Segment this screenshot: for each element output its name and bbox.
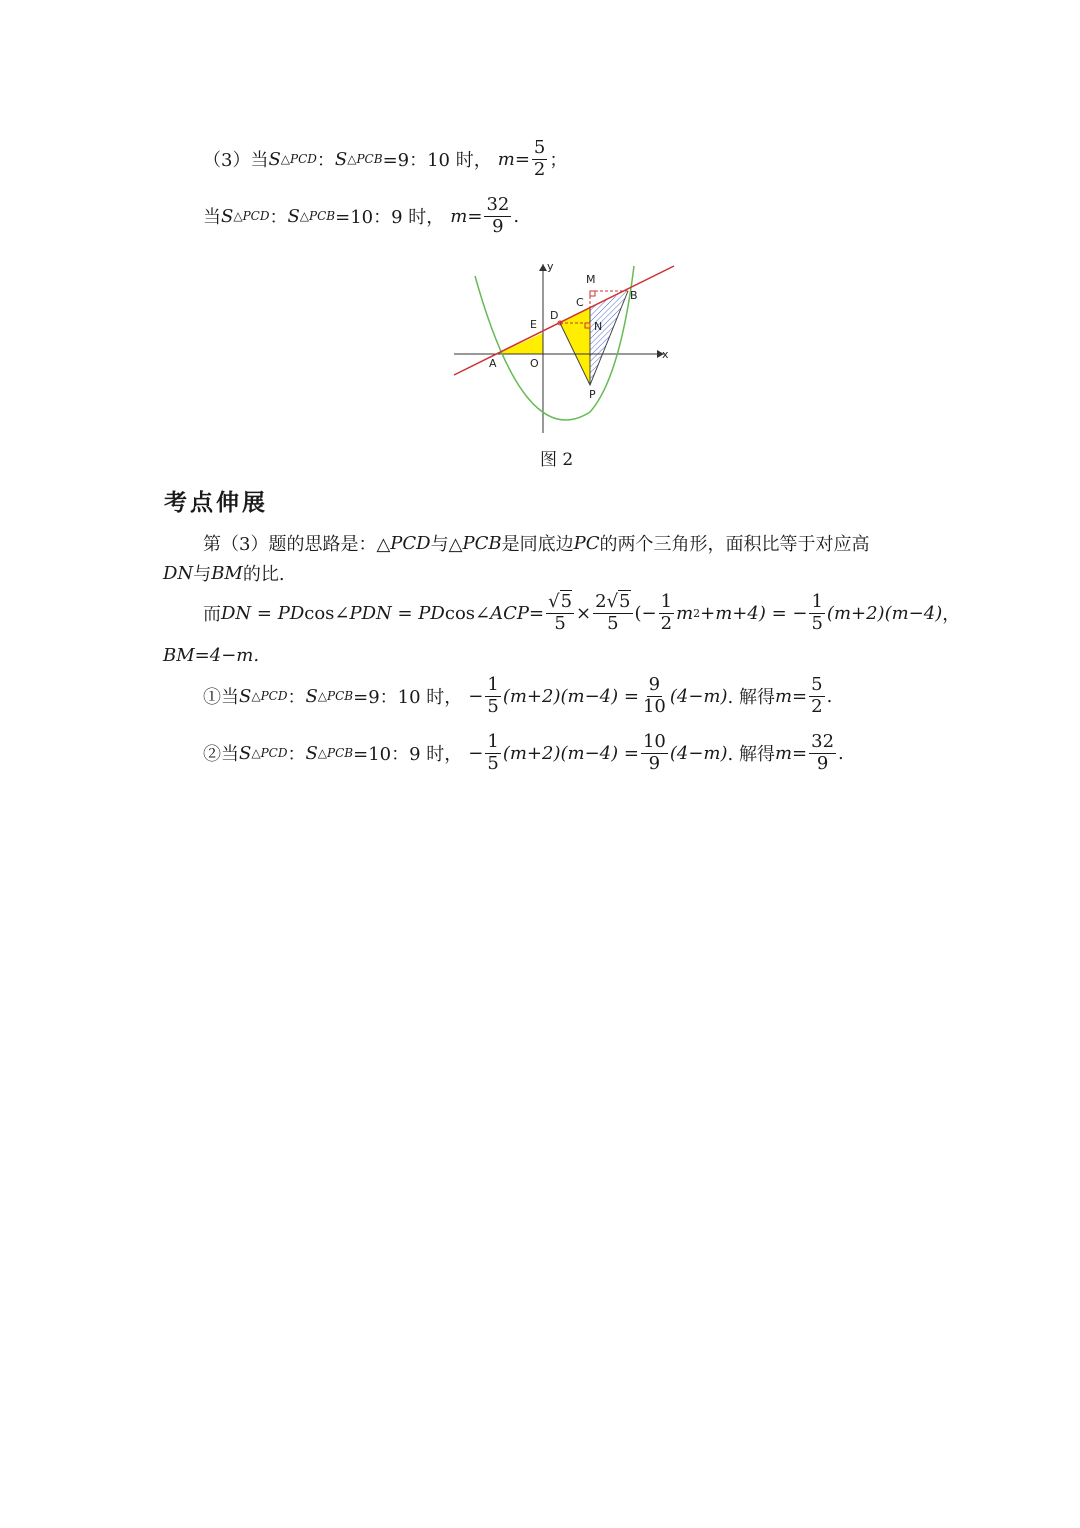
text: . (513, 205, 520, 227)
fraction: $\frac{32}{9}$ (811, 731, 835, 774)
area-symbol: S (221, 205, 234, 227)
part3-line2 (203, 195, 519, 237)
fraction: $\frac{1}{5}$ (487, 731, 499, 774)
area-symbol: S (287, 205, 300, 227)
text: =10：9 时， (335, 207, 445, 229)
case2-line (203, 732, 844, 774)
text: 与△ (430, 534, 463, 555)
label-e: E (530, 318, 537, 331)
text: (m+2)(m−4) = (502, 685, 639, 707)
variable: m (497, 148, 515, 170)
text: ： (269, 207, 288, 229)
text: (m+2)(m−4) = (502, 742, 639, 764)
text: = (467, 205, 483, 227)
text: . 解得 (727, 744, 775, 766)
text: ∠ACP (475, 602, 529, 624)
text: ： (316, 150, 335, 172)
text: 是同底边 (501, 534, 574, 555)
text: BM (211, 562, 243, 584)
figure-caption: 图 2 (540, 450, 574, 470)
text: ： (287, 744, 306, 766)
fraction: $\frac{1}{5}$ (811, 591, 823, 634)
text: . 解得 (727, 687, 775, 709)
subscript: △PCB (317, 746, 354, 761)
text: =9：10 时， (353, 687, 463, 709)
subscript: △PCD (233, 209, 270, 224)
exponent: 2 (693, 606, 701, 620)
area-symbol: S (239, 742, 252, 764)
text: ①当 (203, 687, 239, 709)
text: . (826, 685, 833, 707)
text: ， (942, 604, 961, 626)
label-a: A (489, 357, 497, 370)
text: PCB (462, 532, 502, 554)
text: ∠PDN = PD (334, 602, 445, 624)
fraction: $\frac{32}{9}$ (486, 194, 510, 237)
text: (4−m) (669, 685, 728, 707)
subscript: △PCD (280, 152, 317, 167)
text: 当 (203, 207, 221, 229)
area-symbol: S (334, 148, 348, 170)
text: = (514, 148, 530, 170)
area-symbol: S (305, 685, 318, 707)
fraction: $\frac{5}{2}$ (533, 137, 546, 180)
fraction: $\frac{9}{10}$ (642, 674, 666, 717)
section-heading: 考点伸展 (164, 490, 268, 516)
subscript: △PCD (251, 746, 288, 761)
label-n: N (594, 320, 603, 333)
text: 的两个三角形，面积比等于对应高 (599, 534, 870, 555)
equation-dn (203, 592, 960, 634)
subscript: △PCB (347, 152, 383, 167)
label-x: x (662, 348, 669, 361)
line-ab (454, 266, 674, 375)
parabola (475, 266, 634, 420)
text: = (528, 602, 545, 624)
text: 与 (193, 564, 212, 585)
text: DN (163, 562, 194, 584)
text: 而 (203, 604, 221, 626)
text: ： (287, 687, 306, 709)
text: +m+4) = − (700, 602, 808, 624)
label-c: C (576, 296, 584, 309)
text: (4−m) (669, 742, 728, 764)
label-b: B (630, 289, 638, 302)
text: cos (444, 602, 476, 624)
variable: m (774, 742, 793, 764)
text: × (576, 602, 592, 624)
right-angle-mark-m (590, 291, 595, 296)
paragraph-line1 (203, 530, 869, 556)
label-m: M (586, 273, 596, 286)
area-symbol: S (305, 742, 318, 764)
subscript: △PCB (299, 209, 336, 224)
subscript: △PCB (317, 689, 354, 704)
text: =9：10 时， (382, 150, 492, 172)
label-y: y (547, 260, 554, 273)
label-p: P (589, 388, 596, 401)
variable: m (774, 685, 793, 707)
label-d: D (550, 309, 559, 322)
area-symbol: S (268, 148, 281, 170)
fraction: $\frac{10}{9}$ (642, 731, 666, 774)
variable: m (676, 602, 694, 624)
label-o: O (530, 357, 539, 370)
paragraph-line2 (163, 560, 285, 586)
text: = (792, 742, 808, 764)
text: − (468, 742, 484, 764)
y-axis-arrow-icon (539, 264, 547, 271)
figure-2-graph (450, 258, 680, 438)
text: 第（3）题的思路是：△ (203, 534, 391, 555)
text: ； (549, 150, 568, 172)
fraction: $\frac{1}{2}$ (660, 591, 673, 634)
fraction: $\frac{1}{5}$ (487, 674, 499, 717)
subscript: △PCD (251, 689, 288, 704)
text: = (792, 685, 808, 707)
text: PCD (390, 532, 431, 554)
fraction: $\frac{2√5}{5}$ (595, 591, 631, 634)
text: . (838, 742, 844, 764)
text: 的比. (242, 564, 285, 585)
triangle-pcd-fill (560, 307, 590, 385)
text: DN = PD (221, 602, 305, 624)
bm-line: BM=4−m. (163, 645, 260, 666)
text: （3）当 (203, 150, 269, 172)
text: (m+2)(m−4) (826, 602, 943, 624)
fraction: $\frac{√5}{5}$ (548, 591, 573, 634)
text: cos (304, 602, 335, 624)
text: − (468, 685, 484, 707)
case1-line (203, 675, 832, 717)
fraction: $\frac{5}{2}$ (811, 674, 823, 717)
text: PC (573, 532, 600, 554)
area-symbol: S (239, 685, 252, 707)
text: ②当 (203, 744, 239, 766)
text: =10：9 时， (353, 744, 463, 766)
variable: m (450, 205, 468, 227)
text: (− (634, 602, 657, 624)
part3-line1 (203, 138, 567, 180)
